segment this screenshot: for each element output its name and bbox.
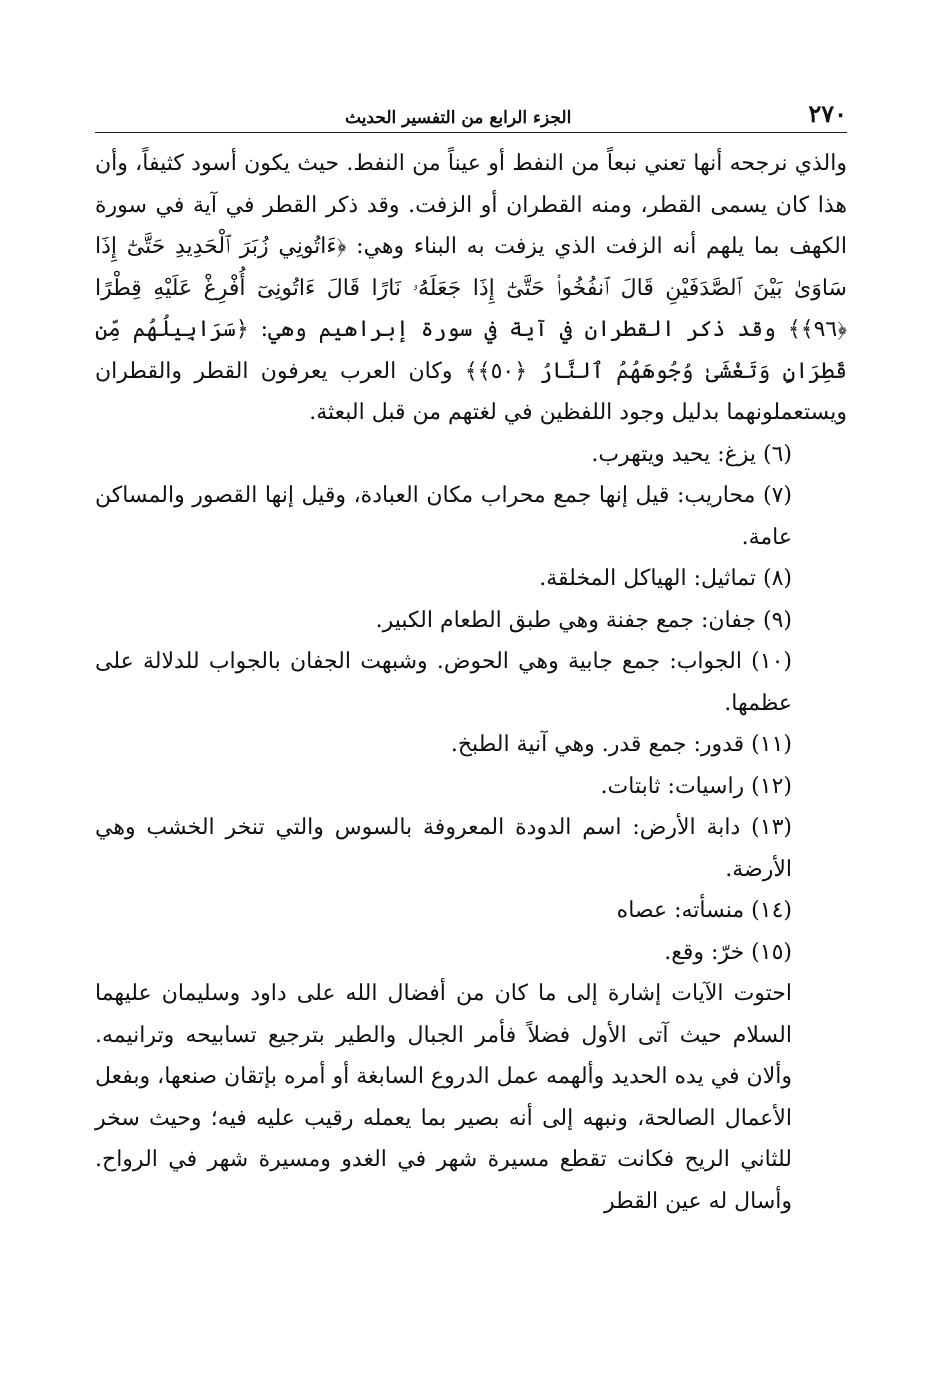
page-body (95, 143, 847, 1222)
note-6: (٦) يزغ: يحيد ويتهرب. (591, 441, 792, 467)
note-10: (١٠) الجواب: جمع جابية وهي الحوض. وشبهت الجفان بالجواب للدلالة على عظمها. (95, 649, 792, 716)
page-number: ٢٧٠ (808, 99, 847, 128)
note-15: (١٥) خرّ: وقع. (664, 939, 792, 965)
running-head: الجزء الرابع من التفسير الحديث (345, 108, 572, 128)
page (95, 88, 847, 1222)
note-7: (٧) محاريب: قيل إنها جمع محراب مكان العبادة، وقيل إنها القصور والمساكن عامة. (95, 483, 792, 550)
note-12: (١٢) راسيات: ثابتات. (600, 773, 792, 799)
page-header (95, 88, 847, 133)
note-13: (١٣) دابة الأرض: اسم الدودة المعروفة بالسوس والتي تنخر الخشب وهي الأرضة. (95, 815, 792, 882)
paragraph-closing: احتوت الآيات إشارة إلى ما كان من أفضال الله على داود وسليمان عليهما السلام حيث آتى الأول فضلاً فأمر الجبال والطير بترجيع تسابيحه وترانيمه. وألان في يده الحديد وألهمه عمل الدروع السابغة أو أمره بإتقان صنعها، وبفعل الأعمال الصالحة، ونبهه إلى أنه بصير بما يعمله رقيب عليه فيه؛ وحيث سخر للثاني الريح فكانت تقطع مسيرة شهر في الغدو ومسيرة شهر في الرواح. وأسال له عين القطر (95, 981, 792, 1214)
note-11: (١١) قدور: جمع قدر. وهي آنية الطبخ. (450, 732, 792, 757)
note-14: (١٤) منسأته: عصاه (616, 898, 792, 923)
note-8: (٨) تماثيل: الهياكل المخلقة. (539, 566, 792, 591)
note-9: (٩) جفان: جمع جفنة وهي طبق الطعام الكبير. (375, 607, 792, 633)
paragraph-intro: والذي نرجحه أنها تعني نبعاً من النفط أو عيناً من النفط. حيث يكون أسود كثيفاً، وأن هذا كان يسمى القطر، ومنه القطران أو الزفت. وقد ذكر القطر في آية في سورة الكهف بما يلهم أنه الزفت الذي يزفت به البناء وهي: ﴿ءَاتُونِي زُبَرَ ٱلْحَدِيدِ حَتَّىٰٓ إِذَا سَاوَىٰ بَيْنَ ٱلصَّدَفَيْنِ قَالَ ٱنفُخُوا۟ حَتَّىٰٓ إِذَا جَعَلَهُۥ نَارًا قَالَ ءَاتُونِىٓ أُفْرِغْ عَلَيْهِ قِطْرًا ﴿٩٦﴾﴾ وقد ذكر القطران في آية في سورة إبراهيم وهي: ﴿سَرَابِيلُهُم مِّن قَطِرَانٍ وَتَغْشَىٰ وُجُوهَهُمُ ٱلنَّارُ ﴿٥٠﴾﴾ وكان العرب يعرفون القطر والقطران ويستعملونهما بدليل وجود اللفظين في لغتهم من قبل البعثة. (95, 151, 847, 425)
